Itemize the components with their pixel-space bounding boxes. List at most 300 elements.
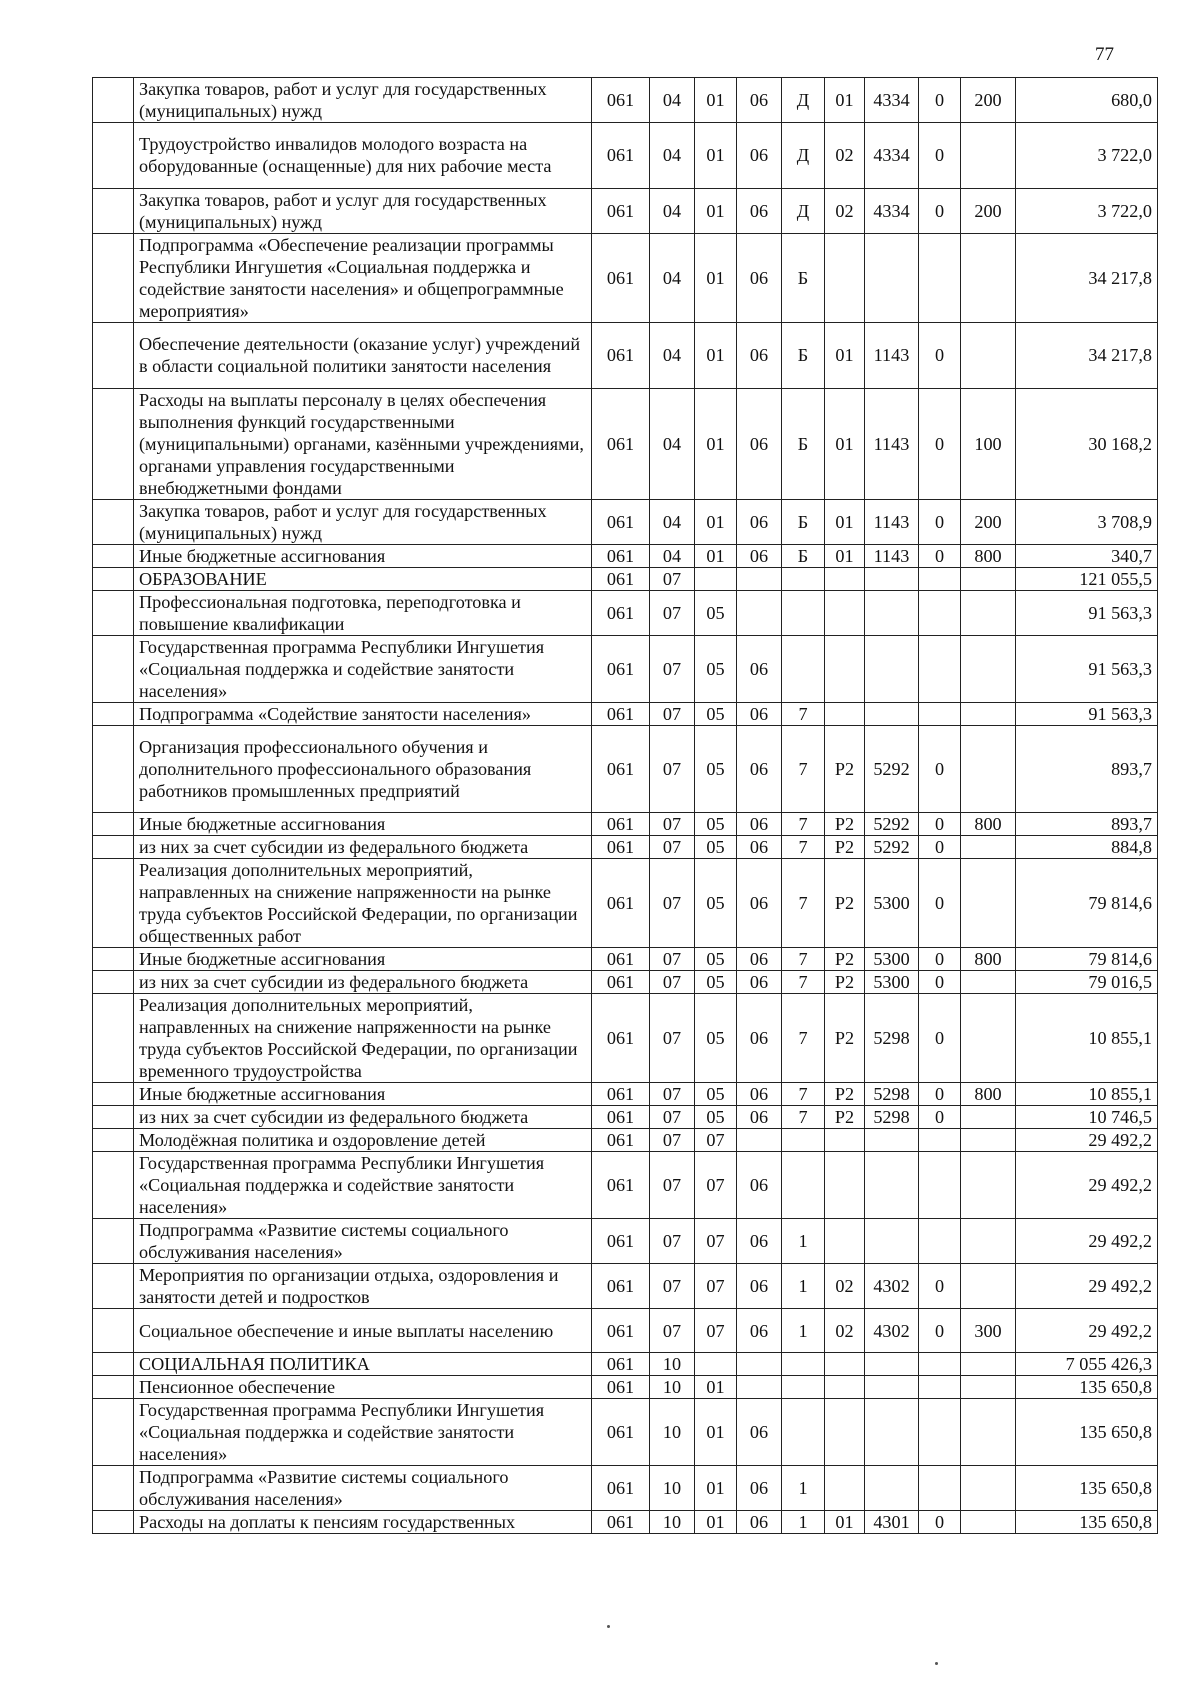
program-code: 06 — [737, 499, 782, 544]
section-code: 061 — [592, 702, 650, 725]
program-code: 06 — [737, 635, 782, 702]
subsection-code: 01 — [695, 1511, 737, 1534]
item-name: Молодёжная политика и оздоровление детей — [134, 1128, 592, 1151]
budget-table — [92, 77, 1158, 1534]
subsection-code: 05 — [695, 725, 737, 812]
section-code: 061 — [592, 858, 650, 947]
amount: 7 055 426,3 — [1016, 1353, 1158, 1376]
chapter-code: 07 — [650, 1263, 695, 1308]
amount: 893,7 — [1016, 812, 1158, 835]
chapter-code: 07 — [650, 1082, 695, 1105]
amount: 3 708,9 — [1016, 499, 1158, 544]
amount: 29 492,2 — [1016, 1151, 1158, 1218]
event-code — [825, 590, 865, 635]
event-code: Р2 — [825, 947, 865, 970]
section-code: 061 — [592, 123, 650, 189]
program-code — [737, 590, 782, 635]
table-row — [93, 1511, 1158, 1534]
subsection-code: 07 — [695, 1218, 737, 1263]
table-row — [93, 725, 1158, 812]
amount: 79 814,6 — [1016, 858, 1158, 947]
item-name: Закупка товаров, работ и услуг для государственных (муниципальных) нужд — [134, 499, 592, 544]
subsection-code: 05 — [695, 993, 737, 1082]
amount: 893,7 — [1016, 725, 1158, 812]
row-number-cell — [93, 1218, 134, 1263]
amount: 79 814,6 — [1016, 947, 1158, 970]
table-body — [93, 78, 1158, 1534]
row-number-cell — [93, 388, 134, 499]
item-name: Закупка товаров, работ и услуг для государственных (муниципальных) нужд — [134, 78, 592, 123]
item-name: Иные бюджетные ассигнования — [134, 1082, 592, 1105]
chapter-code: 04 — [650, 322, 695, 388]
subsection-code: 05 — [695, 835, 737, 858]
item-name: Подпрограмма «Содействие занятости населения» — [134, 702, 592, 725]
expense-type-code: 800 — [961, 1082, 1016, 1105]
chapter-code: 07 — [650, 1105, 695, 1128]
subsection-code: 01 — [695, 1399, 737, 1466]
subsection-code: 01 — [695, 1376, 737, 1399]
program-code: 06 — [737, 123, 782, 189]
program-code: 06 — [737, 812, 782, 835]
row-number-cell — [93, 1308, 134, 1352]
direction-code — [865, 1466, 919, 1511]
extra-code: 0 — [919, 993, 961, 1082]
chapter-code: 04 — [650, 499, 695, 544]
amount: 135 650,8 — [1016, 1376, 1158, 1399]
direction-code — [865, 1376, 919, 1399]
amount: 10 855,1 — [1016, 993, 1158, 1082]
extra-code: 0 — [919, 322, 961, 388]
row-number-cell — [93, 1082, 134, 1105]
table-row — [93, 1466, 1158, 1511]
amount: 34 217,8 — [1016, 322, 1158, 388]
expense-type-code — [961, 322, 1016, 388]
program-code: 06 — [737, 970, 782, 993]
expense-type-code — [961, 858, 1016, 947]
section-code: 061 — [592, 1399, 650, 1466]
item-name: Подпрограмма «Обеспечение реализации программы Республики Ингушетия «Социальная поддержка и содействие занятости населения» и общепрограммные мероприятия» — [134, 233, 592, 322]
event-code: 02 — [825, 123, 865, 189]
chapter-code: 07 — [650, 1128, 695, 1151]
direction-code — [865, 233, 919, 322]
table-row — [93, 835, 1158, 858]
row-number-cell — [93, 188, 134, 233]
chapter-code: 04 — [650, 78, 695, 123]
expense-type-code — [961, 1151, 1016, 1218]
direction-code: 5292 — [865, 835, 919, 858]
subprogram-code: Б — [782, 388, 825, 499]
item-name: Закупка товаров, работ и услуг для государственных (муниципальных) нужд — [134, 188, 592, 233]
event-code: 02 — [825, 1263, 865, 1308]
section-code: 061 — [592, 388, 650, 499]
direction-code: 5292 — [865, 725, 919, 812]
amount: 121 055,5 — [1016, 567, 1158, 590]
section-code: 061 — [592, 1151, 650, 1218]
extra-code: 0 — [919, 1308, 961, 1352]
table-row — [93, 1218, 1158, 1263]
subprogram-code: Б — [782, 322, 825, 388]
chapter-code: 07 — [650, 970, 695, 993]
item-name: Государственная программа Республики Ингушетия «Социальная поддержка и содействие занятости населения» — [134, 1151, 592, 1218]
section-code: 061 — [592, 188, 650, 233]
direction-code — [865, 702, 919, 725]
direction-code: 4302 — [865, 1308, 919, 1352]
subprogram-code: 7 — [782, 970, 825, 993]
program-code: 06 — [737, 702, 782, 725]
row-number-cell — [93, 1399, 134, 1466]
event-code: Р2 — [825, 1105, 865, 1128]
subsection-code: 05 — [695, 970, 737, 993]
expense-type-code — [961, 1466, 1016, 1511]
section-code: 061 — [592, 947, 650, 970]
event-code — [825, 702, 865, 725]
chapter-code: 07 — [650, 1218, 695, 1263]
chapter-code: 07 — [650, 835, 695, 858]
expense-type-code: 100 — [961, 388, 1016, 499]
direction-code — [865, 1218, 919, 1263]
subprogram-code: 7 — [782, 835, 825, 858]
amount: 91 563,3 — [1016, 590, 1158, 635]
table-row — [93, 947, 1158, 970]
expense-type-code — [961, 635, 1016, 702]
direction-code: 5298 — [865, 1105, 919, 1128]
subsection-code: 01 — [695, 78, 737, 123]
program-code — [737, 1128, 782, 1151]
subsection-code: 01 — [695, 1466, 737, 1511]
table-row — [93, 702, 1158, 725]
section-code: 061 — [592, 635, 650, 702]
amount: 10 855,1 — [1016, 1082, 1158, 1105]
subprogram-code: Д — [782, 123, 825, 189]
expense-type-code — [961, 1218, 1016, 1263]
table-row — [93, 635, 1158, 702]
event-code — [825, 1466, 865, 1511]
subsection-code: 07 — [695, 1128, 737, 1151]
extra-code — [919, 1399, 961, 1466]
extra-code — [919, 702, 961, 725]
table-row — [93, 1151, 1158, 1218]
row-number-cell — [93, 993, 134, 1082]
program-code: 06 — [737, 1218, 782, 1263]
row-number-cell — [93, 812, 134, 835]
extra-code — [919, 1218, 961, 1263]
subsection-code: 05 — [695, 635, 737, 702]
extra-code: 0 — [919, 1105, 961, 1128]
section-code: 061 — [592, 1308, 650, 1352]
item-name: Обеспечение деятельности (оказание услуг) учреждений в области социальной политики занятости населения — [134, 322, 592, 388]
item-name: из них за счет субсидии из федерального бюджета — [134, 970, 592, 993]
chapter-code: 07 — [650, 635, 695, 702]
subsection-code: 05 — [695, 1105, 737, 1128]
row-number-cell — [93, 1105, 134, 1128]
chapter-code: 07 — [650, 725, 695, 812]
subprogram-code — [782, 635, 825, 702]
chapter-code: 10 — [650, 1399, 695, 1466]
chapter-code: 07 — [650, 947, 695, 970]
subsection-code: 05 — [695, 947, 737, 970]
item-name: Профессиональная подготовка, переподготовка и повышение квалификации — [134, 590, 592, 635]
chapter-code: 04 — [650, 544, 695, 567]
direction-code: 5300 — [865, 858, 919, 947]
section-code: 061 — [592, 322, 650, 388]
extra-code: 0 — [919, 78, 961, 123]
event-code — [825, 233, 865, 322]
direction-code: 1143 — [865, 322, 919, 388]
amount: 340,7 — [1016, 544, 1158, 567]
event-code — [825, 1218, 865, 1263]
table-row — [93, 78, 1158, 123]
amount: 3 722,0 — [1016, 123, 1158, 189]
amount: 34 217,8 — [1016, 233, 1158, 322]
chapter-code: 10 — [650, 1353, 695, 1376]
row-number-cell — [93, 78, 134, 123]
expense-type-code: 800 — [961, 947, 1016, 970]
subsection-code: 01 — [695, 322, 737, 388]
item-name: Государственная программа Республики Ингушетия «Социальная поддержка и содействие занятости населения» — [134, 1399, 592, 1466]
item-name: Государственная программа Республики Ингушетия «Социальная поддержка и содействие занятости населения» — [134, 635, 592, 702]
expense-type-code: 800 — [961, 544, 1016, 567]
program-code: 06 — [737, 1263, 782, 1308]
amount: 135 650,8 — [1016, 1511, 1158, 1534]
amount: 91 563,3 — [1016, 702, 1158, 725]
expense-type-code — [961, 835, 1016, 858]
program-code — [737, 567, 782, 590]
direction-code: 4334 — [865, 188, 919, 233]
extra-code — [919, 567, 961, 590]
section-code: 061 — [592, 1218, 650, 1263]
event-code: Р2 — [825, 1082, 865, 1105]
expense-type-code — [961, 1511, 1016, 1534]
item-name: Пенсионное обеспечение — [134, 1376, 592, 1399]
row-number-cell — [93, 1376, 134, 1399]
item-name: Иные бюджетные ассигнования — [134, 544, 592, 567]
direction-code: 4302 — [865, 1263, 919, 1308]
extra-code: 0 — [919, 1511, 961, 1534]
expense-type-code — [961, 1399, 1016, 1466]
amount: 884,8 — [1016, 835, 1158, 858]
section-code: 061 — [592, 1105, 650, 1128]
program-code: 06 — [737, 188, 782, 233]
chapter-code: 10 — [650, 1511, 695, 1534]
item-name: Социальное обеспечение и иные выплаты населению — [134, 1308, 592, 1352]
event-code: Р2 — [825, 993, 865, 1082]
subsection-code — [695, 567, 737, 590]
row-number-cell — [93, 947, 134, 970]
table-row — [93, 188, 1158, 233]
section-code: 061 — [592, 1466, 650, 1511]
expense-type-code — [961, 725, 1016, 812]
row-number-cell — [93, 544, 134, 567]
amount: 79 016,5 — [1016, 970, 1158, 993]
row-number-cell — [93, 1151, 134, 1218]
table-row — [93, 1353, 1158, 1376]
extra-code — [919, 1151, 961, 1218]
section-code: 061 — [592, 1376, 650, 1399]
expense-type-code — [961, 123, 1016, 189]
event-code: 02 — [825, 1308, 865, 1352]
program-code: 06 — [737, 1082, 782, 1105]
extra-code — [919, 1466, 961, 1511]
event-code: Р2 — [825, 812, 865, 835]
direction-code — [865, 1128, 919, 1151]
row-number-cell — [93, 499, 134, 544]
section-code: 061 — [592, 1263, 650, 1308]
item-name: Организация профессионального обучения и дополнительного профессионального образования работников промышленных предприятий — [134, 725, 592, 812]
subsection-code: 05 — [695, 590, 737, 635]
program-code: 06 — [737, 78, 782, 123]
chapter-code: 04 — [650, 388, 695, 499]
row-number-cell — [93, 1128, 134, 1151]
chapter-code: 04 — [650, 233, 695, 322]
row-number-cell — [93, 702, 134, 725]
extra-code: 0 — [919, 970, 961, 993]
expense-type-code — [961, 1128, 1016, 1151]
amount: 91 563,3 — [1016, 635, 1158, 702]
row-number-cell — [93, 835, 134, 858]
table-row — [93, 499, 1158, 544]
subprogram-code — [782, 1376, 825, 1399]
subsection-code: 01 — [695, 123, 737, 189]
extra-code: 0 — [919, 835, 961, 858]
program-code — [737, 1376, 782, 1399]
row-number-cell — [93, 1511, 134, 1534]
row-number-cell — [93, 567, 134, 590]
item-name: Расходы на выплаты персоналу в целях обеспечения выполнения функций государственными (муниципальными) органами, казёнными учреждениями, органами управления государственными внебюджетными фондами — [134, 388, 592, 499]
subprogram-code — [782, 1399, 825, 1466]
event-code: Р2 — [825, 835, 865, 858]
subprogram-code: Д — [782, 78, 825, 123]
section-code: 061 — [592, 78, 650, 123]
chapter-code: 04 — [650, 188, 695, 233]
subsection-code: 07 — [695, 1151, 737, 1218]
item-name: Иные бюджетные ассигнования — [134, 812, 592, 835]
amount: 10 746,5 — [1016, 1105, 1158, 1128]
extra-code: 0 — [919, 947, 961, 970]
expense-type-code: 300 — [961, 1308, 1016, 1352]
event-code: Р2 — [825, 858, 865, 947]
table-row — [93, 388, 1158, 499]
direction-code — [865, 635, 919, 702]
subsection-code — [695, 1353, 737, 1376]
extra-code: 0 — [919, 544, 961, 567]
direction-code: 1143 — [865, 388, 919, 499]
table-row — [93, 322, 1158, 388]
table-row — [93, 1399, 1158, 1466]
subprogram-code: Б — [782, 499, 825, 544]
section-code: 061 — [592, 1353, 650, 1376]
expense-type-code — [961, 233, 1016, 322]
chapter-code: 07 — [650, 590, 695, 635]
event-code: 01 — [825, 499, 865, 544]
expense-type-code: 200 — [961, 499, 1016, 544]
direction-code: 5300 — [865, 947, 919, 970]
section-code: 061 — [592, 835, 650, 858]
direction-code — [865, 567, 919, 590]
amount: 3 722,0 — [1016, 188, 1158, 233]
event-code — [825, 1353, 865, 1376]
program-code: 06 — [737, 835, 782, 858]
item-name: Мероприятия по организации отдыха, оздоровления и занятости детей и подростков — [134, 1263, 592, 1308]
item-name: Реализация дополнительных мероприятий, направленных на снижение напряженности на рынке труда субъектов Российской Федерации, по организации общественных работ — [134, 858, 592, 947]
extra-code: 0 — [919, 812, 961, 835]
amount: 135 650,8 — [1016, 1399, 1158, 1466]
section-code: 061 — [592, 590, 650, 635]
item-name: СОЦИАЛЬНАЯ ПОЛИТИКА — [134, 1353, 592, 1376]
row-number-cell — [93, 635, 134, 702]
item-name: Иные бюджетные ассигнования — [134, 947, 592, 970]
subsection-code: 01 — [695, 388, 737, 499]
item-name: Реализация дополнительных мероприятий, направленных на снижение напряженности на рынке труда субъектов Российской Федерации, по организации временного трудоустройства — [134, 993, 592, 1082]
program-code — [737, 1353, 782, 1376]
event-code — [825, 1128, 865, 1151]
expense-type-code — [961, 1105, 1016, 1128]
section-code: 061 — [592, 544, 650, 567]
table-row — [93, 858, 1158, 947]
extra-code: 0 — [919, 1082, 961, 1105]
table-row — [93, 1128, 1158, 1151]
table-row — [93, 1308, 1158, 1352]
row-number-cell — [93, 1263, 134, 1308]
row-number-cell — [93, 858, 134, 947]
subprogram-code — [782, 567, 825, 590]
chapter-code: 04 — [650, 123, 695, 189]
subprogram-code — [782, 590, 825, 635]
extra-code — [919, 233, 961, 322]
event-code — [825, 1399, 865, 1466]
event-code: 01 — [825, 322, 865, 388]
expense-type-code — [961, 1353, 1016, 1376]
amount: 29 492,2 — [1016, 1308, 1158, 1352]
direction-code: 5298 — [865, 993, 919, 1082]
table-row — [93, 567, 1158, 590]
subsection-code: 05 — [695, 812, 737, 835]
subsection-code: 01 — [695, 544, 737, 567]
event-code — [825, 635, 865, 702]
subprogram-code: Д — [782, 188, 825, 233]
subprogram-code: 1 — [782, 1218, 825, 1263]
chapter-code: 07 — [650, 858, 695, 947]
subprogram-code: 1 — [782, 1466, 825, 1511]
direction-code: 5300 — [865, 970, 919, 993]
amount: 29 492,2 — [1016, 1263, 1158, 1308]
subprogram-code: 7 — [782, 702, 825, 725]
item-name: из них за счет субсидии из федерального бюджета — [134, 1105, 592, 1128]
subsection-code: 05 — [695, 702, 737, 725]
item-name: Трудоустройство инвалидов молодого возраста на оборудованные (оснащенные) для них рабочие места — [134, 123, 592, 189]
section-code: 061 — [592, 725, 650, 812]
subprogram-code: 1 — [782, 1263, 825, 1308]
subprogram-code: Б — [782, 544, 825, 567]
chapter-code: 07 — [650, 567, 695, 590]
row-number-cell — [93, 590, 134, 635]
subprogram-code — [782, 1353, 825, 1376]
table-row — [93, 590, 1158, 635]
section-code: 061 — [592, 993, 650, 1082]
section-code: 061 — [592, 567, 650, 590]
section-code: 061 — [592, 233, 650, 322]
event-code: 02 — [825, 188, 865, 233]
program-code: 06 — [737, 993, 782, 1082]
table-row — [93, 1376, 1158, 1399]
row-number-cell — [93, 1466, 134, 1511]
extra-code: 0 — [919, 725, 961, 812]
item-name: Расходы на доплаты к пенсиям государственных — [134, 1511, 592, 1534]
section-code: 061 — [592, 812, 650, 835]
expense-type-code — [961, 1376, 1016, 1399]
direction-code: 4301 — [865, 1511, 919, 1534]
row-number-cell — [93, 725, 134, 812]
expense-type-code — [961, 590, 1016, 635]
